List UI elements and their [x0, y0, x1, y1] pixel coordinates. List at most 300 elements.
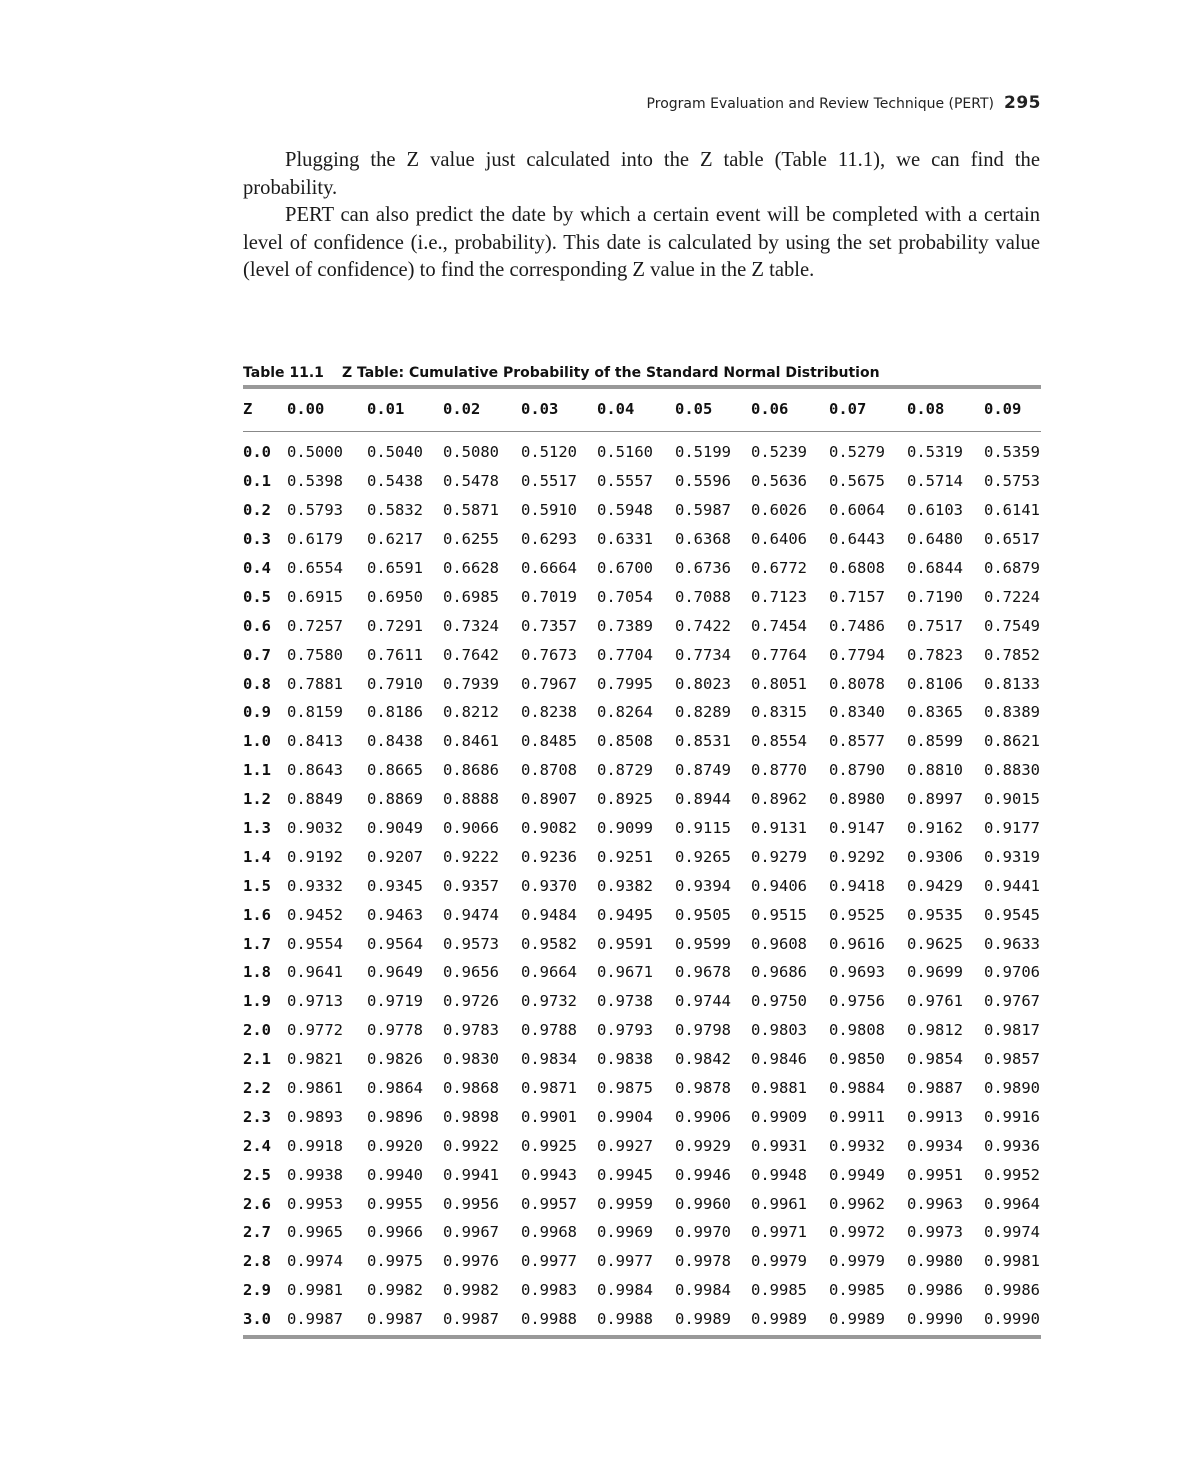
probability-cell: 0.5987: [675, 501, 731, 520]
body-text: [243, 147, 1040, 285]
z-value-cell: 3.0: [243, 1310, 271, 1329]
probability-cell: 0.8869: [367, 790, 423, 809]
probability-cell: 0.9147: [829, 819, 885, 838]
paragraph-1: Plugging the Z value just calculated into the Z table (Table 11.1), we can find the probability.: [243, 149, 1040, 199]
probability-cell: 0.9925: [521, 1136, 577, 1155]
probability-cell: 0.9871: [521, 1079, 577, 1098]
probability-cell: 0.7967: [521, 674, 577, 693]
probability-cell: 0.8770: [751, 761, 807, 780]
probability-cell: 0.9015: [984, 790, 1040, 809]
probability-cell: 0.9732: [521, 992, 577, 1011]
probability-cell: 0.8340: [829, 703, 885, 722]
probability-cell: 0.9131: [751, 819, 807, 838]
probability-cell: 0.8980: [829, 790, 885, 809]
probability-cell: 0.9726: [443, 992, 499, 1011]
probability-cell: 0.6103: [907, 501, 963, 520]
probability-cell: 0.8577: [829, 732, 885, 751]
probability-cell: 0.9931: [751, 1136, 807, 1155]
header-col: 0.09: [984, 400, 1022, 418]
probability-cell: 0.9236: [521, 847, 577, 866]
table-row: [243, 698, 1041, 727]
probability-cell: 0.6554: [287, 559, 343, 577]
probability-cell: 0.5279: [829, 443, 885, 462]
probability-cell: 0.9641: [287, 963, 343, 982]
probability-cell: 0.9976: [443, 1252, 499, 1271]
header-col: 0.08: [907, 400, 945, 418]
probability-cell: 0.9788: [521, 1021, 577, 1040]
table-caption-number: Table 11.1: [243, 365, 324, 381]
probability-cell: 0.8264: [597, 703, 653, 722]
table-row: [243, 756, 1041, 785]
probability-cell: 0.9738: [597, 992, 653, 1011]
probability-cell: 0.6772: [751, 559, 807, 577]
probability-cell: 0.5239: [751, 443, 807, 462]
table-row: [243, 987, 1041, 1016]
header-col: 0.07: [829, 400, 867, 418]
probability-cell: 0.9306: [907, 847, 963, 866]
probability-cell: 0.7389: [597, 616, 653, 635]
probability-cell: 0.8729: [597, 761, 653, 780]
probability-cell: 0.9633: [984, 934, 1040, 953]
table-row: [243, 1276, 1041, 1305]
probability-cell: 0.8962: [751, 790, 807, 809]
probability-cell: 0.6879: [984, 559, 1040, 577]
running-head: [600, 93, 1041, 113]
z-value-cell: 2.1: [243, 1050, 271, 1069]
probability-cell: 0.6368: [675, 530, 731, 549]
probability-cell: 0.9980: [907, 1252, 963, 1271]
probability-cell: 0.9554: [287, 934, 343, 953]
probability-cell: 0.9959: [597, 1194, 653, 1213]
z-value-cell: 0.0: [243, 443, 271, 462]
probability-cell: 0.9545: [984, 905, 1040, 924]
table-row: [243, 842, 1041, 871]
probability-cell: 0.9987: [287, 1310, 343, 1329]
probability-cell: 0.9207: [367, 847, 423, 866]
probability-cell: 0.7123: [751, 587, 807, 606]
probability-cell: 0.9854: [907, 1050, 963, 1069]
probability-cell: 0.5517: [521, 472, 577, 491]
probability-cell: 0.8238: [521, 703, 577, 722]
probability-cell: 0.9916: [984, 1107, 1040, 1126]
table-row: [243, 525, 1041, 554]
probability-cell: 0.9965: [287, 1223, 343, 1242]
probability-cell: 0.9989: [751, 1310, 807, 1329]
probability-cell: 0.7486: [829, 616, 885, 635]
probability-cell: 0.5199: [675, 443, 731, 462]
probability-cell: 0.9987: [367, 1310, 423, 1329]
probability-cell: 0.8051: [751, 674, 807, 693]
probability-cell: 0.9971: [751, 1223, 807, 1242]
z-value-cell: 1.7: [243, 934, 271, 953]
probability-cell: 0.9812: [907, 1021, 963, 1040]
probability-cell: 0.6808: [829, 559, 885, 577]
probability-cell: 0.8212: [443, 703, 499, 722]
probability-cell: 0.9767: [984, 992, 1040, 1011]
probability-cell: 0.9975: [367, 1252, 423, 1271]
probability-cell: 0.9599: [675, 934, 731, 953]
probability-cell: 0.9972: [829, 1223, 885, 1242]
probability-cell: 0.7764: [751, 645, 807, 664]
probability-cell: 0.9192: [287, 847, 343, 866]
probability-cell: 0.9967: [443, 1223, 499, 1242]
probability-cell: 0.8686: [443, 761, 499, 780]
probability-cell: 0.6141: [984, 501, 1040, 520]
header-col: 0.05: [675, 400, 713, 418]
probability-cell: 0.9793: [597, 1021, 653, 1040]
probability-cell: 0.9979: [751, 1252, 807, 1271]
probability-cell: 0.7794: [829, 645, 885, 664]
table-row: [243, 900, 1041, 929]
probability-cell: 0.7611: [367, 645, 423, 664]
probability-cell: 0.9830: [443, 1050, 499, 1069]
probability-cell: 0.9945: [597, 1165, 653, 1184]
table-caption: [243, 365, 1043, 381]
probability-cell: 0.9706: [984, 963, 1040, 982]
probability-cell: 0.8531: [675, 732, 731, 751]
probability-cell: 0.9989: [829, 1310, 885, 1329]
probability-cell: 0.9564: [367, 934, 423, 953]
probability-cell: 0.7673: [521, 645, 577, 664]
probability-cell: 0.6915: [287, 587, 343, 606]
probability-cell: 0.7704: [597, 645, 653, 664]
probability-cell: 0.9861: [287, 1079, 343, 1098]
probability-cell: 0.8997: [907, 790, 963, 809]
probability-cell: 0.9977: [597, 1252, 653, 1271]
probability-cell: 0.7157: [829, 587, 885, 606]
probability-cell: 0.8790: [829, 761, 885, 780]
table-row: [243, 669, 1041, 698]
probability-cell: 0.9982: [443, 1281, 499, 1300]
probability-cell: 0.9817: [984, 1021, 1040, 1040]
header-col: 0.03: [521, 400, 559, 418]
probability-cell: 0.6844: [907, 559, 963, 577]
probability-cell: 0.9842: [675, 1050, 731, 1069]
probability-cell: 0.9319: [984, 847, 1040, 866]
z-value-cell: 1.4: [243, 847, 271, 866]
probability-cell: 0.8365: [907, 703, 963, 722]
table-row: [243, 1102, 1041, 1131]
table-row: [243, 611, 1041, 640]
probability-cell: 0.9896: [367, 1107, 423, 1126]
probability-cell: 0.9946: [675, 1165, 731, 1184]
probability-cell: 0.9990: [907, 1310, 963, 1329]
probability-cell: 0.9977: [521, 1252, 577, 1271]
z-value-cell: 2.3: [243, 1107, 271, 1126]
header-col: 0.00: [287, 400, 325, 418]
table-bottom-rule: [243, 1335, 1041, 1339]
probability-cell: 0.9265: [675, 847, 731, 866]
probability-cell: 0.7734: [675, 645, 731, 664]
probability-cell: 0.7257: [287, 616, 343, 635]
probability-cell: 0.7580: [287, 645, 343, 664]
probability-cell: 0.9901: [521, 1107, 577, 1126]
z-value-cell: 0.9: [243, 703, 271, 722]
table-row: [243, 1016, 1041, 1045]
probability-cell: 0.5319: [907, 443, 963, 462]
probability-cell: 0.9162: [907, 819, 963, 838]
table-row: [243, 1160, 1041, 1189]
header-row: [243, 396, 1041, 422]
table-row: [243, 814, 1041, 843]
probability-cell: 0.9678: [675, 963, 731, 982]
probability-cell: 0.5675: [829, 472, 885, 491]
header-col: 0.02: [443, 400, 481, 418]
probability-cell: 0.6064: [829, 501, 885, 520]
probability-cell: 0.7852: [984, 645, 1040, 664]
probability-cell: 0.9913: [907, 1107, 963, 1126]
probability-cell: 0.9952: [984, 1165, 1040, 1184]
probability-cell: 0.9951: [907, 1165, 963, 1184]
probability-cell: 0.5120: [521, 443, 577, 462]
probability-cell: 0.9904: [597, 1107, 653, 1126]
probability-cell: 0.5753: [984, 472, 1040, 491]
table-row: [243, 496, 1041, 525]
probability-cell: 0.6985: [443, 587, 499, 606]
probability-cell: 0.7224: [984, 587, 1040, 606]
probability-cell: 0.5832: [367, 501, 423, 520]
probability-cell: 0.8665: [367, 761, 423, 780]
probability-cell: 0.9429: [907, 876, 963, 895]
probability-cell: 0.9948: [751, 1165, 807, 1184]
probability-cell: 0.9878: [675, 1079, 731, 1098]
probability-cell: 0.7939: [443, 674, 499, 693]
probability-cell: 0.9988: [521, 1310, 577, 1329]
table-caption-title: Z Table: Cumulative Probability of the Standard Normal Distribution: [341, 365, 880, 381]
probability-cell: 0.7995: [597, 674, 653, 693]
probability-cell: 0.9772: [287, 1021, 343, 1040]
table-row: [243, 958, 1041, 987]
table-row: [243, 467, 1041, 496]
probability-cell: 0.9932: [829, 1136, 885, 1155]
probability-cell: 0.9906: [675, 1107, 731, 1126]
probability-cell: 0.9608: [751, 934, 807, 953]
probability-cell: 0.9484: [521, 905, 577, 924]
probability-cell: 0.9850: [829, 1050, 885, 1069]
probability-cell: 0.9957: [521, 1194, 577, 1213]
probability-cell: 0.7054: [597, 587, 653, 606]
probability-cell: 0.9394: [675, 876, 731, 895]
table-row: [243, 1045, 1041, 1074]
probability-cell: 0.5948: [597, 501, 653, 520]
probability-cell: 0.9970: [675, 1223, 731, 1242]
table-row: [243, 1247, 1041, 1276]
probability-cell: 0.9656: [443, 963, 499, 982]
probability-cell: 0.8023: [675, 674, 731, 693]
probability-cell: 0.5557: [597, 472, 653, 491]
probability-cell: 0.8849: [287, 790, 343, 809]
probability-cell: 0.9875: [597, 1079, 653, 1098]
probability-cell: 0.5000: [287, 443, 343, 462]
probability-cell: 0.9418: [829, 876, 885, 895]
probability-cell: 0.9649: [367, 963, 423, 982]
z-value-cell: 0.3: [243, 530, 271, 549]
probability-cell: 0.5636: [751, 472, 807, 491]
probability-cell: 0.9821: [287, 1050, 343, 1069]
probability-cell: 0.9981: [984, 1252, 1040, 1271]
table-row: [243, 438, 1041, 467]
probability-cell: 0.9778: [367, 1021, 423, 1040]
probability-cell: 0.9292: [829, 847, 885, 866]
probability-cell: 0.7422: [675, 616, 731, 635]
probability-cell: 0.8389: [984, 703, 1040, 722]
probability-cell: 0.9964: [984, 1194, 1040, 1213]
probability-cell: 0.6628: [443, 559, 499, 577]
probability-cell: 0.7190: [907, 587, 963, 606]
probability-cell: 0.7454: [751, 616, 807, 635]
probability-cell: 0.9505: [675, 905, 731, 924]
table-row: [243, 1131, 1041, 1160]
probability-cell: 0.8106: [907, 674, 963, 693]
probability-cell: 0.9985: [751, 1281, 807, 1300]
probability-cell: 0.7019: [521, 587, 577, 606]
probability-cell: 0.9049: [367, 819, 423, 838]
probability-cell: 0.5438: [367, 472, 423, 491]
probability-cell: 0.9920: [367, 1136, 423, 1155]
z-value-cell: 1.2: [243, 790, 271, 809]
probability-cell: 0.9699: [907, 963, 963, 982]
probability-cell: 0.9713: [287, 992, 343, 1011]
table-row: [243, 871, 1041, 900]
probability-cell: 0.9279: [751, 847, 807, 866]
probability-cell: 0.9909: [751, 1107, 807, 1126]
probability-cell: 0.9756: [829, 992, 885, 1011]
probability-cell: 0.7642: [443, 645, 499, 664]
table-row: [243, 640, 1041, 669]
z-value-cell: 0.1: [243, 472, 271, 491]
probability-cell: 0.9949: [829, 1165, 885, 1184]
probability-cell: 0.8133: [984, 674, 1040, 693]
probability-cell: 0.9750: [751, 992, 807, 1011]
probability-cell: 0.7324: [443, 616, 499, 635]
probability-cell: 0.8438: [367, 732, 423, 751]
probability-cell: 0.9857: [984, 1050, 1040, 1069]
probability-cell: 0.9177: [984, 819, 1040, 838]
probability-cell: 0.9452: [287, 905, 343, 924]
probability-cell: 0.9974: [984, 1223, 1040, 1242]
probability-cell: 0.9890: [984, 1079, 1040, 1098]
probability-cell: 0.5359: [984, 443, 1040, 462]
z-value-cell: 2.2: [243, 1079, 271, 1098]
probability-cell: 0.9719: [367, 992, 423, 1011]
probability-cell: 0.7881: [287, 674, 343, 693]
probability-cell: 0.9332: [287, 876, 343, 895]
probability-cell: 0.9962: [829, 1194, 885, 1213]
probability-cell: 0.9887: [907, 1079, 963, 1098]
probability-cell: 0.8599: [907, 732, 963, 751]
z-value-cell: 1.9: [243, 992, 271, 1011]
probability-cell: 0.9834: [521, 1050, 577, 1069]
probability-cell: 0.6179: [287, 530, 343, 549]
z-value-cell: 2.9: [243, 1281, 271, 1300]
probability-cell: 0.9929: [675, 1136, 731, 1155]
z-value-cell: 1.3: [243, 819, 271, 838]
probability-cell: 0.9382: [597, 876, 653, 895]
probability-cell: 0.9868: [443, 1079, 499, 1098]
probability-cell: 0.9066: [443, 819, 499, 838]
probability-cell: 0.9032: [287, 819, 343, 838]
probability-cell: 0.9966: [367, 1223, 423, 1242]
table-top-rule: [243, 385, 1041, 389]
probability-cell: 0.9973: [907, 1223, 963, 1242]
z-value-cell: 1.0: [243, 732, 271, 751]
table-row: [243, 727, 1041, 756]
probability-cell: 0.7088: [675, 587, 731, 606]
probability-cell: 0.9406: [751, 876, 807, 895]
table-row: [243, 1305, 1041, 1334]
probability-cell: 0.6517: [984, 530, 1040, 549]
probability-cell: 0.9898: [443, 1107, 499, 1126]
probability-cell: 0.9115: [675, 819, 731, 838]
probability-cell: 0.9978: [675, 1252, 731, 1271]
table-row: [243, 1074, 1041, 1103]
probability-cell: 0.5478: [443, 472, 499, 491]
probability-cell: 0.9956: [443, 1194, 499, 1213]
z-table-header: [243, 396, 1041, 422]
z-value-cell: 1.6: [243, 905, 271, 924]
probability-cell: 0.9625: [907, 934, 963, 953]
probability-cell: 0.9441: [984, 876, 1040, 895]
probability-cell: 0.9846: [751, 1050, 807, 1069]
z-value-cell: 1.8: [243, 963, 271, 982]
table-row: [243, 582, 1041, 611]
probability-cell: 0.9984: [597, 1281, 653, 1300]
probability-cell: 0.9941: [443, 1165, 499, 1184]
probability-cell: 0.9934: [907, 1136, 963, 1155]
page-number: 295: [1004, 93, 1041, 113]
probability-cell: 0.8810: [907, 761, 963, 780]
probability-cell: 0.9744: [675, 992, 731, 1011]
probability-cell: 0.7910: [367, 674, 423, 693]
header-col: 0.06: [751, 400, 789, 418]
probability-cell: 0.9986: [984, 1281, 1040, 1300]
probability-cell: 0.9981: [287, 1281, 343, 1300]
probability-cell: 0.6950: [367, 587, 423, 606]
probability-cell: 0.9982: [367, 1281, 423, 1300]
probability-cell: 0.8315: [751, 703, 807, 722]
probability-cell: 0.9989: [675, 1310, 731, 1329]
probability-cell: 0.5910: [521, 501, 577, 520]
z-value-cell: 2.5: [243, 1165, 271, 1184]
probability-cell: 0.9988: [597, 1310, 653, 1329]
probability-cell: 0.9943: [521, 1165, 577, 1184]
probability-cell: 0.8078: [829, 674, 885, 693]
probability-cell: 0.5040: [367, 443, 423, 462]
z-value-cell: 2.4: [243, 1136, 271, 1155]
running-head-title: Program Evaluation and Review Technique (PERT): [646, 96, 994, 112]
header-col: 0.01: [367, 400, 405, 418]
probability-cell: 0.8749: [675, 761, 731, 780]
probability-cell: 0.8159: [287, 703, 343, 722]
probability-cell: 0.9808: [829, 1021, 885, 1040]
probability-cell: 0.9761: [907, 992, 963, 1011]
probability-cell: 0.8925: [597, 790, 653, 809]
probability-cell: 0.9940: [367, 1165, 423, 1184]
probability-cell: 0.9960: [675, 1194, 731, 1213]
probability-cell: 0.6664: [521, 559, 577, 577]
probability-cell: 0.9495: [597, 905, 653, 924]
probability-cell: 0.9922: [443, 1136, 499, 1155]
probability-cell: 0.5398: [287, 472, 343, 491]
table-row: [243, 1218, 1041, 1247]
probability-cell: 0.5160: [597, 443, 653, 462]
probability-cell: 0.6255: [443, 530, 499, 549]
probability-cell: 0.9222: [443, 847, 499, 866]
z-value-cell: 0.5: [243, 587, 271, 606]
z-value-cell: 2.8: [243, 1252, 271, 1271]
probability-cell: 0.8508: [597, 732, 653, 751]
probability-cell: 0.9911: [829, 1107, 885, 1126]
